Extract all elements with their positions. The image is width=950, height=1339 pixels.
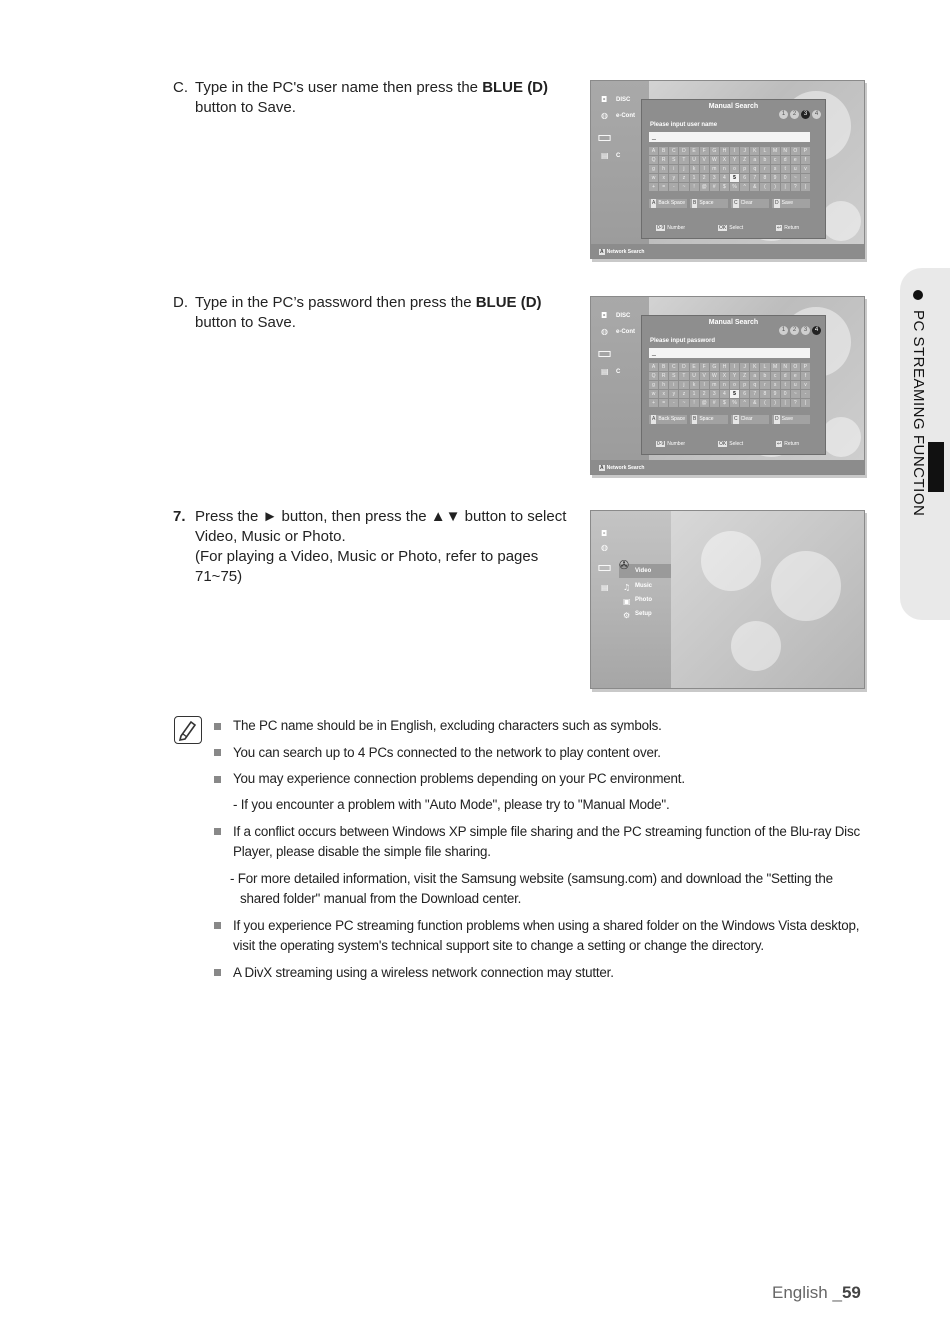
- step-dot: 4: [812, 110, 821, 119]
- keyboard-key[interactable]: h: [659, 381, 668, 389]
- keyboard-key[interactable]: C: [669, 147, 678, 155]
- keyboard-key[interactable]: ?: [791, 183, 800, 191]
- keyboard-key[interactable]: y: [669, 174, 678, 182]
- keyboard-key[interactable]: 5: [730, 390, 739, 398]
- dialog-title: Manual Search: [708, 103, 759, 110]
- keyboard-key[interactable]: (: [760, 399, 769, 407]
- keyboard-key[interactable]: e: [791, 372, 800, 380]
- keyboard-row: [649, 372, 810, 380]
- keyboard-key[interactable]: C: [669, 363, 678, 371]
- keyboard-key[interactable]: d: [781, 156, 790, 164]
- number-hint: 0-9 Number: [657, 225, 686, 231]
- keyboard-key[interactable]: w: [649, 174, 658, 182]
- step-d: [173, 293, 573, 337]
- keyboard-key[interactable]: d: [781, 372, 790, 380]
- step-text: Type in the PC's user name then press the: [195, 79, 483, 96]
- virtual-keyboard[interactable]: [649, 147, 810, 192]
- keyboard-key[interactable]: #: [710, 399, 719, 407]
- keyboard-key[interactable]: @: [700, 399, 709, 407]
- keyboard-key[interactable]: f: [801, 156, 810, 164]
- pc-icon: ▭: [597, 343, 613, 362]
- keyboard-key[interactable]: z: [679, 174, 688, 182]
- keyboard-key[interactable]: G: [710, 363, 719, 371]
- contents-icon: ◍: [601, 111, 608, 120]
- note-item: If you experience PC streaming function problems when using a shared folder on the Windows Vista desktop,: [233, 918, 860, 933]
- bullet: [214, 776, 221, 783]
- step-text-4: 71~75): [195, 568, 243, 585]
- keyboard-key[interactable]: 2: [700, 390, 709, 398]
- keyboard-key[interactable]: 9: [771, 174, 780, 182]
- note-item: You may experience connection problems depending on your PC environment.: [233, 771, 685, 786]
- keyboard-key[interactable]: e: [791, 156, 800, 164]
- note-item-2: Player, please disable the simple file sharing.: [233, 844, 491, 859]
- keyboard-key[interactable]: ): [771, 183, 780, 191]
- step-dot: 2: [790, 110, 799, 119]
- step-dot: 3: [801, 326, 810, 335]
- dialog-title: Manual Search: [708, 319, 759, 326]
- step-label: 7.: [173, 508, 186, 525]
- keyboard-key[interactable]: $: [720, 399, 729, 407]
- blue-d-key: BLUE (D): [475, 294, 542, 311]
- keyboard-key[interactable]: +: [649, 183, 658, 191]
- keyboard-key[interactable]: F: [700, 363, 709, 371]
- note-sub: - If you encounter a problem with "Auto Mode", please try to "Manual Mode".: [233, 797, 670, 812]
- keyboard-key[interactable]: -: [669, 399, 678, 407]
- keyboard-key[interactable]: ?: [791, 399, 800, 407]
- bullet: [214, 922, 221, 929]
- keyboard-key[interactable]: =: [659, 399, 668, 407]
- keyboard-key[interactable]: j: [679, 381, 688, 389]
- note-item: You can search up to 4 PCs connected to the network to play content over.: [233, 745, 661, 760]
- section-tab: [900, 268, 950, 620]
- keyboard-key[interactable]: v: [801, 381, 810, 389]
- note-item: If a conflict occurs between Windows XP simple file sharing and the PC streaming function of the Blu-ray Disc: [233, 824, 860, 839]
- function-key[interactable]: B Space: [690, 199, 728, 208]
- keyboard-key[interactable]: D: [679, 147, 688, 155]
- keyboard-key[interactable]: x: [659, 174, 668, 182]
- keyboard-key[interactable]: g: [649, 381, 658, 389]
- keyboard-key[interactable]: &: [750, 183, 759, 191]
- footer-lang: English _: [772, 1283, 842, 1302]
- bullet: [214, 828, 221, 835]
- keyboard-key[interactable]: M: [771, 363, 780, 371]
- keyboard-key[interactable]: O: [791, 147, 800, 155]
- menu-item-setup[interactable]: Setup: [635, 611, 652, 617]
- page-footer: [772, 1283, 861, 1303]
- function-key[interactable]: B Space: [690, 415, 728, 424]
- step-indicator: [777, 102, 821, 120]
- keyboard-key[interactable]: a: [750, 372, 759, 380]
- network-search: A Network Search: [600, 465, 645, 471]
- keyboard-key[interactable]: |: [801, 399, 810, 407]
- note-item: The PC name should be in English, excluding characters such as symbols.: [233, 718, 662, 733]
- photo-icon: ▣: [623, 597, 631, 606]
- keyboard-key[interactable]: |: [781, 399, 790, 407]
- keyboard-key[interactable]: K: [750, 363, 759, 371]
- keyboard-key[interactable]: x: [659, 390, 668, 398]
- network-icon: ▤: [601, 151, 609, 160]
- keyboard-key[interactable]: q: [750, 165, 759, 173]
- step-dot: 2: [790, 326, 799, 335]
- keyboard-key[interactable]: 3: [710, 390, 719, 398]
- keyboard-key[interactable]: k: [690, 165, 699, 173]
- step-c: [173, 78, 573, 122]
- keyboard-key[interactable]: f: [801, 372, 810, 380]
- keyboard-key[interactable]: E: [690, 147, 699, 155]
- side-label: e-Cont: [616, 113, 635, 119]
- keyboard-key[interactable]: V: [700, 156, 709, 164]
- keyboard-key[interactable]: y: [669, 390, 678, 398]
- side-label: DISC: [616, 97, 631, 103]
- keyboard-key[interactable]: ~: [679, 183, 688, 191]
- function-key[interactable]: D Save: [772, 415, 810, 424]
- step-label: D.: [173, 294, 188, 311]
- keyboard-key[interactable]: ~: [791, 390, 800, 398]
- function-keys: [649, 415, 810, 424]
- step-text-2: Video, Music or Photo.: [195, 528, 346, 545]
- contents-icon: ◍: [601, 327, 608, 336]
- network-icon: ▤: [601, 583, 609, 592]
- input-prompt: Please input user name: [650, 122, 718, 128]
- keyboard-key[interactable]: #: [710, 183, 719, 191]
- function-key[interactable]: A Back Space: [649, 415, 687, 424]
- keyboard-key[interactable]: +: [649, 399, 658, 407]
- keyboard-key[interactable]: b: [760, 372, 769, 380]
- keyboard-key[interactable]: N: [781, 363, 790, 371]
- step-text: Type in the PC’s password then press the: [195, 294, 476, 311]
- keyboard-key[interactable]: R: [659, 372, 668, 380]
- keyboard-key[interactable]: o: [730, 165, 739, 173]
- keyboard-key[interactable]: p: [740, 381, 749, 389]
- keyboard-key[interactable]: 9: [771, 390, 780, 398]
- music-icon: ♫: [623, 583, 631, 592]
- keyboard-row: [649, 390, 810, 398]
- keyboard-row: [649, 381, 810, 389]
- keyboard-key[interactable]: 3: [710, 174, 719, 182]
- keyboard-key[interactable]: ): [771, 399, 780, 407]
- bullet: [214, 723, 221, 730]
- setup-icon: ⚙: [623, 611, 631, 620]
- note-item-2: visit the operating system's technical support site to change a setting or change the directory.: [233, 938, 764, 953]
- keyboard-key[interactable]: q: [750, 381, 759, 389]
- keyboard-key[interactable]: 2: [700, 174, 709, 182]
- keyboard-key[interactable]: A: [649, 363, 658, 371]
- select-hint: OK Select: [719, 225, 744, 231]
- keyboard-key[interactable]: s: [771, 381, 780, 389]
- side-label: C: [616, 369, 621, 375]
- step-text-2: button to Save.: [195, 99, 296, 116]
- keyboard-key[interactable]: P: [801, 147, 810, 155]
- keyboard-key[interactable]: T: [679, 156, 688, 164]
- pc-icon: ▭: [597, 127, 613, 146]
- keyboard-key[interactable]: w: [649, 390, 658, 398]
- step-dot-current: 4: [812, 326, 821, 335]
- keyboard-key[interactable]: F: [700, 147, 709, 155]
- return-hint: ↩ Return: [777, 441, 800, 447]
- keyboard-key[interactable]: V: [700, 372, 709, 380]
- note-item: A DivX streaming using a wireless network connection may stutter.: [233, 965, 614, 980]
- keyboard-key[interactable]: n: [720, 381, 729, 389]
- function-key[interactable]: A Back Space: [649, 199, 687, 208]
- keyboard-key[interactable]: t: [781, 381, 790, 389]
- function-key[interactable]: C Clear: [731, 199, 769, 208]
- keyboard-key[interactable]: X: [720, 372, 729, 380]
- keyboard-key[interactable]: ~: [679, 399, 688, 407]
- step-text-2: button to Save.: [195, 314, 296, 331]
- keyboard-row: [649, 174, 810, 182]
- keyboard-row: [649, 363, 810, 371]
- keyboard-key[interactable]: c: [771, 372, 780, 380]
- keyboard-key[interactable]: -: [801, 390, 810, 398]
- keyboard-key[interactable]: Y: [730, 372, 739, 380]
- keyboard-key[interactable]: s: [771, 165, 780, 173]
- keyboard-key[interactable]: ^: [740, 399, 749, 407]
- keyboard-key[interactable]: 0: [781, 174, 790, 182]
- keyboard-key[interactable]: !: [690, 183, 699, 191]
- keyboard-key[interactable]: 8: [760, 174, 769, 182]
- disc-icon: ◘: [601, 311, 608, 320]
- keyboard-key[interactable]: b: [760, 156, 769, 164]
- keyboard-key[interactable]: S: [669, 372, 678, 380]
- keyboard-key[interactable]: B: [659, 363, 668, 371]
- keyboard-key[interactable]: @: [700, 183, 709, 191]
- step-dot: 1: [779, 110, 788, 119]
- film-reel-icon: ✇: [619, 558, 630, 572]
- keyboard-key[interactable]: &: [750, 399, 759, 407]
- keyboard-key[interactable]: j: [679, 165, 688, 173]
- keyboard-key[interactable]: J: [740, 147, 749, 155]
- screen-password: [590, 296, 865, 475]
- tab-marker: [928, 442, 944, 492]
- menu-item-video[interactable]: Video: [635, 568, 652, 574]
- virtual-keyboard[interactable]: [649, 363, 810, 408]
- keyboard-key[interactable]: B: [659, 147, 668, 155]
- keyboard-key[interactable]: v: [801, 165, 810, 173]
- keyboard-key[interactable]: o: [730, 381, 739, 389]
- keyboard-key[interactable]: J: [740, 363, 749, 371]
- keyboard-key[interactable]: S: [669, 156, 678, 164]
- keyboard-key[interactable]: ^: [740, 183, 749, 191]
- note-sub-2: shared folder" manual from the Download center.: [240, 891, 522, 906]
- keyboard-key[interactable]: I: [730, 363, 739, 371]
- pc-icon: ▭: [597, 557, 613, 576]
- keyboard-key[interactable]: 8: [760, 390, 769, 398]
- keyboard-key[interactable]: r: [760, 165, 769, 173]
- number-hint: 0-9 Number: [657, 441, 686, 447]
- keyboard-key[interactable]: E: [690, 363, 699, 371]
- keyboard-key[interactable]: h: [659, 165, 668, 173]
- password-input[interactable]: _: [649, 348, 810, 358]
- keyboard-key[interactable]: H: [720, 363, 729, 371]
- keyboard-key[interactable]: l: [700, 381, 709, 389]
- keyboard-key[interactable]: 5: [730, 174, 739, 182]
- keyboard-key[interactable]: g: [649, 165, 658, 173]
- select-hint: OK Select: [719, 441, 744, 447]
- side-label: e-Cont: [616, 329, 635, 335]
- keyboard-key[interactable]: %: [730, 399, 739, 407]
- keyboard-key[interactable]: m: [710, 381, 719, 389]
- keyboard-key[interactable]: Z: [740, 372, 749, 380]
- screen-media-menu: [590, 510, 865, 689]
- menu-item-photo[interactable]: Photo: [635, 597, 652, 603]
- disc-icon: ◘: [601, 529, 608, 538]
- keyboard-key[interactable]: 6: [740, 174, 749, 182]
- keyboard-key[interactable]: =: [659, 183, 668, 191]
- keyboard-key[interactable]: 7: [750, 390, 759, 398]
- keyboard-row: [649, 156, 810, 164]
- input-prompt: Please input password: [650, 338, 716, 344]
- side-label: DISC: [616, 313, 631, 319]
- keyboard-key[interactable]: |: [801, 183, 810, 191]
- keyboard-key[interactable]: -: [801, 174, 810, 182]
- note-icon: [174, 716, 202, 744]
- keyboard-key[interactable]: L: [760, 147, 769, 155]
- keyboard-key[interactable]: W: [710, 156, 719, 164]
- step-dot-current: 3: [801, 110, 810, 119]
- keyboard-key[interactable]: u: [791, 381, 800, 389]
- keyboard-key[interactable]: H: [720, 147, 729, 155]
- keyboard-key[interactable]: -: [669, 183, 678, 191]
- keyboard-key[interactable]: ~: [791, 174, 800, 182]
- keyboard-key[interactable]: G: [710, 147, 719, 155]
- keyboard-key[interactable]: A: [649, 147, 658, 155]
- keyboard-key[interactable]: U: [690, 156, 699, 164]
- keyboard-key[interactable]: l: [700, 165, 709, 173]
- keyboard-key[interactable]: 7: [750, 174, 759, 182]
- keyboard-key[interactable]: r: [760, 381, 769, 389]
- keyboard-key[interactable]: n: [720, 165, 729, 173]
- keyboard-key[interactable]: U: [690, 372, 699, 380]
- keyboard-key[interactable]: m: [710, 165, 719, 173]
- keyboard-row: [649, 165, 810, 173]
- keyboard-key[interactable]: p: [740, 165, 749, 173]
- keyboard-key[interactable]: i: [669, 165, 678, 173]
- network-icon: ▤: [601, 367, 609, 376]
- keyboard-key[interactable]: W: [710, 372, 719, 380]
- keyboard-key[interactable]: T: [679, 372, 688, 380]
- keyboard-key[interactable]: Y: [730, 156, 739, 164]
- keyboard-key[interactable]: L: [760, 363, 769, 371]
- keyboard-key[interactable]: 4: [720, 174, 729, 182]
- keyboard-key[interactable]: (: [760, 183, 769, 191]
- manual-search-dialog: [641, 99, 826, 239]
- step-label: C.: [173, 79, 188, 96]
- keyboard-row: [649, 183, 810, 191]
- step-7: [173, 507, 583, 591]
- keyboard-key[interactable]: Z: [740, 156, 749, 164]
- step-dot: 1: [779, 326, 788, 335]
- menu-item-music[interactable]: Music: [635, 583, 653, 589]
- keyboard-key[interactable]: D: [679, 363, 688, 371]
- keyboard-key[interactable]: K: [750, 147, 759, 155]
- keyboard-key[interactable]: P: [801, 363, 810, 371]
- keyboard-key[interactable]: O: [791, 363, 800, 371]
- keyboard-key[interactable]: X: [720, 156, 729, 164]
- blue-d-key: BLUE (D): [482, 79, 549, 96]
- keyboard-key[interactable]: t: [781, 165, 790, 173]
- keyboard-key[interactable]: Q: [649, 156, 658, 164]
- keyboard-key[interactable]: M: [771, 147, 780, 155]
- keyboard-key[interactable]: I: [730, 147, 739, 155]
- function-key[interactable]: D Save: [772, 199, 810, 208]
- keyboard-key[interactable]: R: [659, 156, 668, 164]
- side-label: C: [616, 153, 621, 159]
- keyboard-key[interactable]: Q: [649, 372, 658, 380]
- step-indicator: [777, 318, 821, 336]
- section-title: PC STREAMING FUNCTION: [910, 310, 927, 517]
- manual-search-dialog: [641, 315, 826, 455]
- keyboard-key[interactable]: 6: [740, 390, 749, 398]
- note-sub: - For more detailed information, visit the Samsung website (samsung.com) and download the "Setting the: [230, 871, 833, 886]
- step-text-3: (For playing a Video, Music or Photo, refer to pages: [195, 548, 539, 565]
- keyboard-key[interactable]: z: [679, 390, 688, 398]
- screen-user-name: [590, 80, 865, 259]
- step-text: Press the ► button, then press the ▲▼ button to select: [195, 508, 567, 525]
- keyboard-key[interactable]: 4: [720, 390, 729, 398]
- keyboard-row: [649, 147, 810, 155]
- page-number: 59: [841, 1283, 861, 1302]
- user-name-input[interactable]: _: [649, 132, 810, 142]
- keyboard-key[interactable]: a: [750, 156, 759, 164]
- bullet: [214, 969, 221, 976]
- function-key[interactable]: C Clear: [731, 415, 769, 424]
- keyboard-key[interactable]: i: [669, 381, 678, 389]
- disc-icon: ◘: [601, 95, 608, 104]
- keyboard-row: [649, 399, 810, 407]
- keyboard-key[interactable]: 1: [690, 174, 699, 182]
- bullet-dot-icon: [913, 290, 923, 300]
- bullet: [214, 749, 221, 756]
- keyboard-key[interactable]: u: [791, 165, 800, 173]
- keyboard-key[interactable]: !: [690, 399, 699, 407]
- function-keys: [649, 199, 810, 208]
- contents-icon: ◍: [601, 543, 608, 552]
- keyboard-key[interactable]: 0: [781, 390, 790, 398]
- keyboard-key[interactable]: N: [781, 147, 790, 155]
- keyboard-key[interactable]: 1: [690, 390, 699, 398]
- keyboard-key[interactable]: |: [781, 183, 790, 191]
- network-search: A Network Search: [600, 249, 645, 255]
- keyboard-key[interactable]: %: [730, 183, 739, 191]
- keyboard-key[interactable]: $: [720, 183, 729, 191]
- keyboard-key[interactable]: k: [690, 381, 699, 389]
- return-hint: ↩ Return: [777, 225, 800, 231]
- keyboard-key[interactable]: c: [771, 156, 780, 164]
